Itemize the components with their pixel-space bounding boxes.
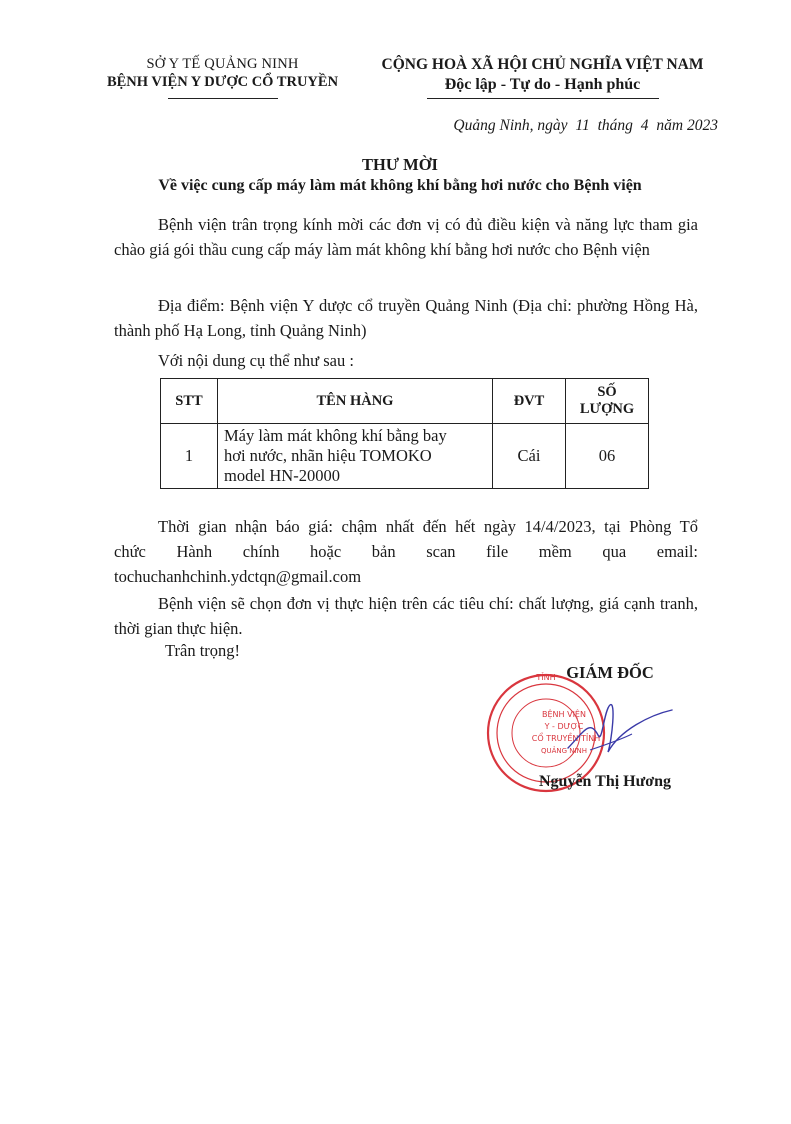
location-paragraph: Địa điểm: Bệnh viện Y dược cổ truyền Quảng Ninh (Địa chỉ: phường Hồng Hà, thành phố Hạ Long, tỉnh Quảng Ninh) <box>114 296 698 340</box>
nation-line-1: CỘNG HOÀ XÃ HỘI CHỦ NGHĨA VIỆT NAM <box>381 56 704 73</box>
agency-header <box>80 56 365 99</box>
header-unit: ĐVT <box>493 379 566 424</box>
signer-name: Nguyễn Thị Hương <box>539 773 671 790</box>
closing-line: Trân trọng! <box>165 641 241 660</box>
motto-underline <box>427 98 659 99</box>
document-title: THƯ MỜI <box>362 155 438 174</box>
date-day: 11 <box>575 117 590 134</box>
header-qty <box>566 379 649 424</box>
stamp-text-1: BỆNH VIỆN <box>542 710 586 719</box>
signature-icon <box>560 690 680 770</box>
agency-line-2: BỆNH VIỆN Y DƯỢC CỔ TRUYỀN <box>106 74 339 90</box>
cell-name-line-2: hơi nước, nhãn hiệu TOMOKO <box>224 446 432 465</box>
document-date <box>300 117 718 135</box>
header-qty-line-2: LƯỢNG <box>579 401 635 417</box>
nation-header <box>360 56 725 99</box>
intro-paragraph: Bệnh viện trân trọng kính mời các đơn vị có đủ điều kiện và năng lực tham gia chào giá gói thầu cung cấp máy làm mát không khí bằng hơi nước cho Bệnh viện <box>114 215 698 259</box>
cell-name-line-3: model HN-20000 <box>224 466 340 485</box>
agency-line-1: SỞ Y TẾ QUẢNG NINH <box>146 56 299 72</box>
date-month-label: tháng <box>597 117 633 134</box>
header-qty-line-1: SỐ <box>597 384 617 400</box>
stamp-text-3: CỔ TRUYỀN TỈNH <box>531 734 601 743</box>
date-place: Quảng Ninh, ngày <box>453 117 568 134</box>
nation-motto: Độc lập - Tự do - Hạnh phúc <box>444 76 641 93</box>
items-table <box>160 378 649 489</box>
cell-unit: Cái <box>493 424 566 489</box>
stamp-text-top: TỈNH <box>536 673 556 682</box>
criteria-paragraph: Bệnh viện sẽ chọn đơn vị thực hiện trên các tiêu chí: chất lượng, giá cạnh tranh, thời gian thực hiện. <box>114 594 698 638</box>
signer-title: GIÁM ĐỐC <box>566 663 654 682</box>
date-year: năm 2023 <box>656 117 718 134</box>
agency-underline <box>168 98 278 99</box>
header-name: TÊN HÀNG <box>218 379 493 424</box>
deadline-paragraph: Thời gian nhận báo giá: chậm nhất đến hết ngày 14/4/2023, tại Phòng Tổ chức Hành chính hoặc bản scan file mềm qua email: tochuchanhchinh.ydctqn@gmail.com <box>114 517 698 586</box>
stamp-text-4: QUẢNG NINH <box>540 747 588 755</box>
cell-name-line-1: Máy làm mát không khí bằng bay <box>224 426 447 445</box>
cell-name <box>218 424 493 489</box>
stamp-text-2: Y - DƯỢC <box>544 722 584 731</box>
table-row <box>161 424 649 489</box>
cell-qty: 06 <box>566 424 649 489</box>
content-intro: Với nội dung cụ thể như sau : <box>158 351 354 370</box>
table-header-row <box>161 379 649 424</box>
cell-stt: 1 <box>161 424 218 489</box>
header-stt: STT <box>161 379 218 424</box>
date-month: 4 <box>640 117 649 134</box>
document-subject: Về việc cung cấp máy làm mát không khí bằng hơi nước cho Bệnh viện <box>158 177 642 194</box>
